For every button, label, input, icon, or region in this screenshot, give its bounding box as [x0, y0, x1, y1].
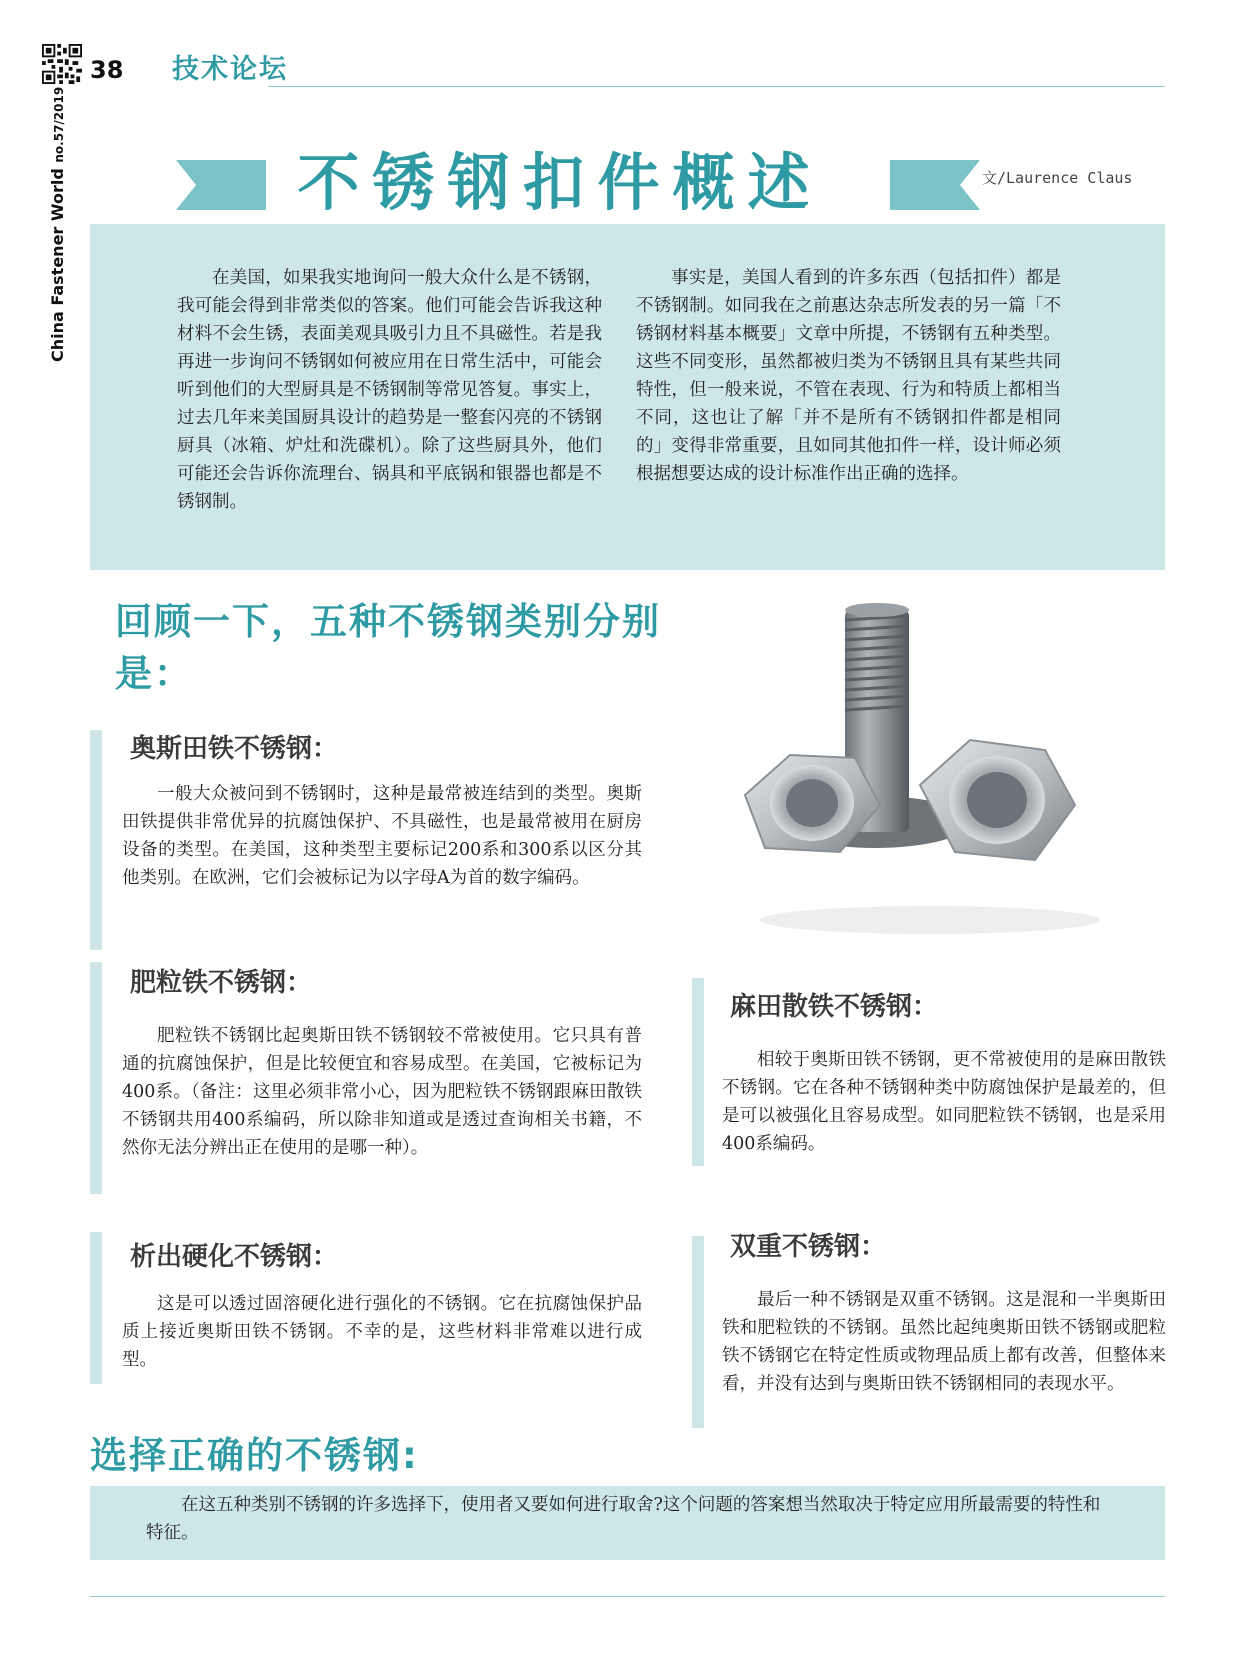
qr-code-icon — [42, 44, 82, 84]
intro-paragraph-right — [636, 264, 1061, 488]
martensitic-body — [722, 1046, 1166, 1158]
section-accent-bar — [90, 1232, 102, 1384]
section-accent-bar — [692, 1236, 704, 1428]
austenitic-heading: 奥斯田铁不锈钢： — [130, 734, 339, 764]
duplex-heading: 双重不锈钢： — [730, 1232, 887, 1262]
section-accent-bar — [90, 962, 102, 1194]
martensitic-heading: 麻田散铁不锈钢： — [730, 992, 939, 1022]
author-byline: 文/Laurence Claus — [982, 169, 1133, 187]
austenitic-text: 一般大众被问到不锈钢时，这种是最常被连结到的类型。奥斯田铁提供非常优异的抗腐蚀保护、不具磁性，也是最常被用在厨房设备的类型。在美国，这种类型主要标记200系和300系以区分其他类别。在欧洲，它们会被标记为以字母A为首的数字编码。 — [122, 784, 642, 888]
bolt-and-nuts-photo — [715, 590, 1145, 960]
duplex-text: 最后一种不锈钢是双重不锈钢。这是混和一半奥斯田铁和肥粒铁的不锈钢。虽然比起纯奥斯田铁不锈钢或肥粒铁不锈钢它在特定性质或物理品质上都有改善，但整体来看，并没有达到与奥斯田铁不锈钢相同的表现水平。 — [722, 1290, 1166, 1394]
precipitation-text: 这是可以透过固溶硬化进行强化的不锈钢。它在抗腐蚀保护品质上接近奥斯田铁不锈钢。不幸的是，这些材料非常难以进行成型。 — [122, 1294, 642, 1370]
recap-heading: 回顾一下，五种不锈钢类别分别是： — [115, 600, 661, 695]
choose-heading: 选择正确的不锈钢: — [90, 1434, 419, 1477]
magazine-side-label — [48, 87, 69, 362]
intro-paragraph-left — [177, 264, 602, 516]
intro-text-right: 事实是，美国人看到的许多东西（包括扣件）都是不锈钢制。如同我在之前惠达杂志所发表的另一篇「不锈钢材料基本概要」文章中所提，不锈钢有五种类型。这些不同变形，虽然都被归类为不锈钢且具有某些共同特性，但一般来说，不管在表现、行为和特质上都相当不同，这也让了解「并不是所有不锈钢扣件都是相同的」变得非常重要，且如同其他扣件一样，设计师必须根据想要达成的设计标准作出正确的选择。 — [636, 268, 1061, 484]
conclusion-text: 在这五种类别不锈钢的许多选择下，使用者又要如何进行取舍?这个问题的答案想当然取决于特定应用所最需要的特性和特征。 — [146, 1495, 1101, 1543]
page-number: 38 — [90, 56, 124, 84]
ferritic-text: 肥粒铁不锈钢比起奥斯田铁不锈钢较不常被使用。它只具有普通的抗腐蚀保护，但是比较便宜和容易成型。在美国，它被标记为400系。（备注：这里必须非常小心，因为肥粒铁不锈钢跟麻田散铁不锈钢共用400系编码，所以除非知道或是透过查询相关书籍，不然你无法分辨出正在使用的是哪一种）。 — [122, 1026, 642, 1158]
issue-number: no.57/2019 — [52, 86, 66, 163]
ferritic-heading: 肥粒铁不锈钢： — [130, 968, 313, 998]
conclusion-body — [146, 1491, 1106, 1547]
article-title: 不锈钢扣件概述 — [297, 146, 823, 219]
header-rule — [268, 86, 1165, 87]
ferritic-body — [122, 1022, 642, 1162]
duplex-body — [722, 1286, 1166, 1398]
section-accent-bar — [692, 978, 704, 1166]
precipitation-body — [122, 1290, 642, 1374]
section-accent-bar — [90, 730, 102, 950]
martensitic-text: 相较于奥斯田铁不锈钢，更不常被使用的是麻田散铁不锈钢。它在各种不锈钢种类中防腐蚀保护是最差的，但是可以被强化且容易成型。如同肥粒铁不锈钢，也是采用400系编码。 — [722, 1050, 1166, 1154]
magazine-name: China Fastener World — [48, 168, 67, 362]
austenitic-body — [122, 780, 642, 892]
ribbon-arrow-icon — [890, 160, 980, 210]
footer-rule — [90, 1596, 1165, 1597]
precipitation-heading: 析出硬化不锈钢： — [130, 1242, 339, 1272]
section-title: 技术论坛 — [172, 54, 288, 85]
intro-text-left: 在美国，如果我实地询问一般大众什么是不锈钢，我可能会得到非常类似的答案。他们可能会告诉我这种材料不会生锈，表面美观具吸引力且不具磁性。若是我再进一步询问不锈钢如何被应用在日常生活中，可能会听到他们的大型厨具是不锈钢制等常见答复。事实上，过去几年来美国厨具设计的趋势是一整套闪亮的不锈钢厨具（冰箱、炉灶和洗碟机）。除了这些厨具外，他们可能还会告诉你流理台、锅具和平底锅和银器也都是不锈钢制。 — [177, 268, 602, 512]
